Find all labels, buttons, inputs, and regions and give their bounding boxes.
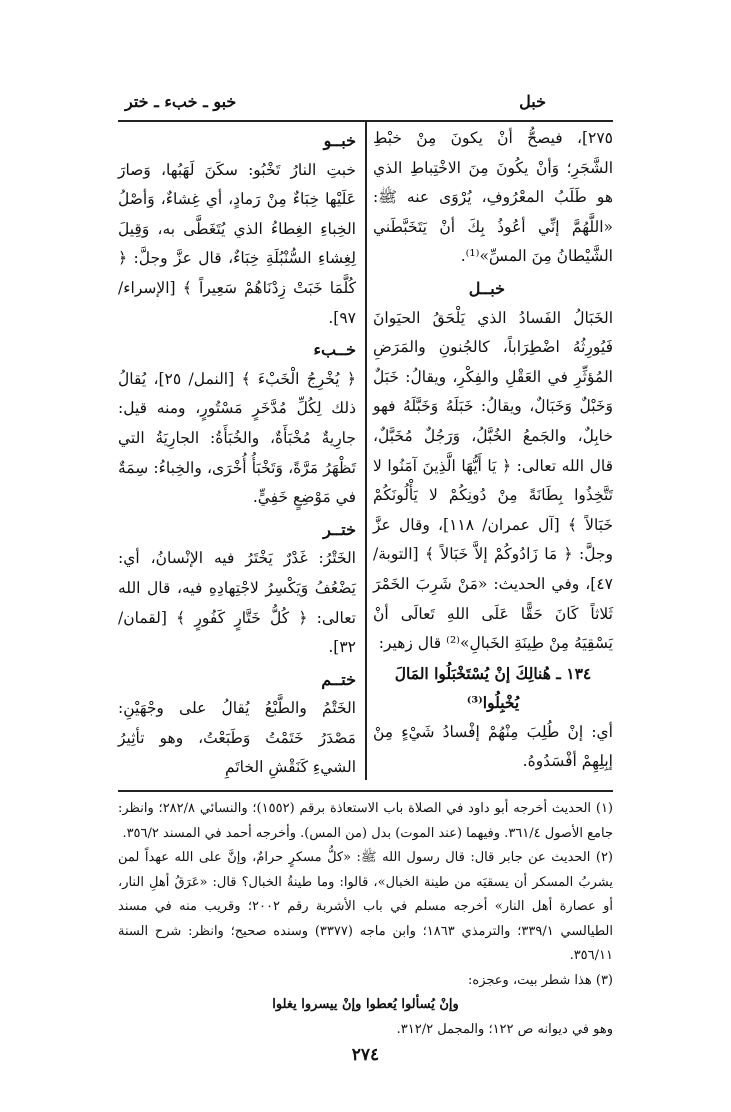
paragraph: الخَبَالُ الفَسادُ الذي يَلْحَقُ الحيَوانَ فَيُورِثُهُ اضْطِرَاباً، كالجُنونِ والمَرَضِ المُؤثِّرِ في العَقْلِ والفِكْرِ، ويقالُ: خَبَلٌ وَخَبْلٌ وَخَبَالٌ، ويقالُ: خَبَلَهُ وَخَبَّلَهُ فهو خابِلٌ، والجَمعُ الخُبَّلُ، وَرَجُلٌ مُخَبَّلٌ، قال الله تعالى: ﴿ يَا أَيُّهَا الَّذِينَ آمَنُوا لا تَتَّخِذُوا بِطَانَةً مِنْ دُونِكُمْ لا يَأْلُونَكُمْ خَبَالاً ﴾ [آل عمران/ ١١٨]، وقال عزَّ وجلَّ: ﴿ مَا زَادُوكُمْ إلاَّ خَبَالاً ﴾ [التوبة/ ٤٧]، وفي الحديث: «مَنْ شَرِبَ الخَمْرَ ثَلاثاً كَانَ حَقًّا عَلَى اللهِ تَعالَى أنْ يَسْقِيَهُ مِنْ طِينَةِ الخَبالِ»⁽²⁾ قال زهير: (373, 308, 613, 653)
running-header-right: خبل (519, 92, 546, 111)
entry-title-khatam: ختــم (321, 669, 356, 689)
paragraph: الخَتْمُ والطَّبْعُ يُقالُ على وجْهَيْنِ: مَصْدَرُ خَتَمْتُ وَطَبَعْتُ، وهو تأثِيرُ الشيءِ كَنَقْشِ الخاتَمِ (118, 699, 356, 777)
paragraph: الخَتْرُ: غَدْرٌ يَخْتَرُ فيه الإنْسانُ، أي: يَضْعُفُ وَيَكْسِرُ لاجْتِهادِهِ فيه، قال الله تعالى: ﴿ كُلُّ خَتَّارٍ كَفُورٍ ﴾ [لقمان/ ٣٢]. (118, 549, 356, 657)
entry-title-khaba: خــبء (313, 340, 356, 360)
paragraph: ﴿ يُخْرِجُ الْخَبْءَ ﴾ [النمل/ ٢٥]، يُقالُ ذلك لِكُلِّ مُدَّخَرٍ مَسْتُورٍ، ومنه قيل: جارِيةٌ مُخْبَأَةٌ، والخُبَأَةُ: الجارِيَةُ التي تَظْهَرُ مَرَّةً، وَتَخْبَأُ أُخْرَى، والخِباءُ: سِمَةٌ في مَوْضِعٍ خَفِيٍّ. (118, 369, 356, 507)
paragraph: أي: إنْ طُلِبَ مِنْهُمْ إفْسادُ شَيْءٍ مِنْ إبِلِهِمْ أفْسَدُوهُ. (373, 722, 613, 771)
page-number: ٢٧٤ (351, 1045, 380, 1065)
paragraph: خبتِ النارُ تَخْبُو: سكَنَ لَهَبُها، وَصارَ عَلَيْها خِبَاءٌ مِنْ رَمادٍ، أي غِشاءٌ، وَأصْلُ الخِباءِ الغِطاءُ الذي يُتَغَطَّى به، وَقِيلَ لِغِشاءِ السُّنْبُلَةِ خِبَاءٌ، قال عزَّ وجلَّ: ﴿ كُلَّمَا خَبَتْ زِدْنَاهُمْ سَعِيراً ﴾ [الإسراء/ ٩٧]. (118, 160, 356, 327)
footnote-2: (٢) الحديث عن جابر قال: قال رسول الله ﷺ: «كلُّ مسكرٍ حرامٌ، وإنَّ على الله عهداً لمن يشربُ المسكر أن يسقيَه من طينة الخبال»، قالوا: وما طينةُ الخبال؟ قال: «عَرَقُ أهلِ النار، أو عصارة أهل النار» أخرجه مسلم في باب الأشربة رقم ٢٠٠٢؛ وقريب منه في مسند الطيالسي ٣٣٩/١؛ والترمذي ١٨٦٣؛ وابن ماجه (٣٣٧٧) وسنده صحيح؛ وانظر: شرح السنة ٣٥٦/١١. (118, 850, 613, 963)
footnote-3-verse: وإنْ يُسألوا يُعطوا وإنْ ييسروا يغلوا (272, 997, 459, 1012)
entry-title-khabal: خبــل (468, 278, 505, 298)
footnote-3-tail: وهو في ديوانه ص ١٢٢؛ والمجمل ٣١٢/٢. (396, 1021, 613, 1037)
footnotes (118, 797, 613, 1042)
paragraph: ٢٧٥]، فيصحُّ أنْ يكونَ مِنْ خبْطِ الشَّجَرِ؛ وَأنْ يكُونَ مِنَ الاخْتِباطِ الذي هو طَلَبُ المعْرُوفِ، يُرْوَى عنه ﷺ: «اللَّهُمَّ إنِّي أعُوذُ بِكَ أنْ يَتَخَبَّطَني الشَّيْطانُ مِنَ المسِّ»⁽¹⁾. (373, 129, 613, 266)
column-divider (365, 122, 367, 780)
left-column (118, 124, 356, 783)
entry-title-khatar: ختــر (323, 519, 356, 539)
entry-title-khabw: خبــو (323, 131, 356, 150)
footnote-3: (٣) هذا شطر بيت، وعجزه: (468, 972, 613, 988)
footnote-rule (118, 790, 613, 792)
right-column (373, 124, 613, 777)
poetry-verse: ١٣٤ ـ هُنالِكَ إنْ يُسْتَخْبَلُوا المَالَ يُخْبِلُوا⁽³⁾ (394, 663, 592, 713)
running-header-left: خبو ـ خبء ـ ختر (125, 92, 237, 111)
footnote-1: (١) الحديث أخرجه أبو داود في الصلاة باب الاستعاذة برقم (١٥٥٢)؛ والنسائي ٢٨٢/٨؛ وانظر: جامع الأصول ٣٦١/٤. وفيهما (عند الموت) بدل (من المس). وأخرجه أحمد في المسند ٣٥٦/٢. (118, 801, 613, 841)
